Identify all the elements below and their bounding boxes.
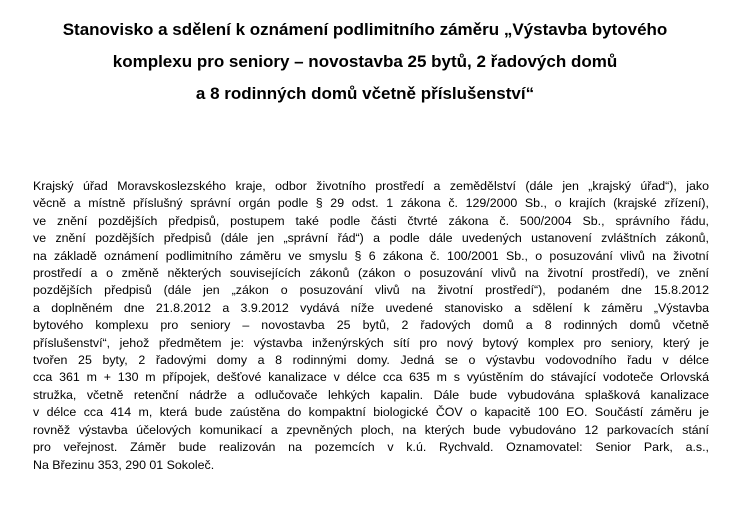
body-line: prostředí a o změně některých souvisejících zákonů (zákon o posuzování vlivů na životní prostředí), ve znění [33,266,709,281]
body-line: cca 361 m + 130 m přípojek, dešťové kanalizace v délce cca 635 m s vyústěním do stávající vodoteče Orlovská [33,370,709,385]
body-line: příslušenství“, jehož předmětem je: výstavba inženýrských sítí pro nový bytový komplex pro seniory, který je [33,335,709,350]
body-line: rovněž výstavba účelových komunikací a zpevněných ploch, na kterých bude vybudováno 12 parkovacích stání [33,422,709,437]
body-line: ve znění pozdějších předpisů (dále jen „správní řád“) a podle dále uvedených ustanovení zvláštních zákonů, [33,231,709,246]
body-paragraph [33,178,709,474]
title-line-1: Stanovisko a sdělení k oznámení podlimitního záměru „Výstavba bytového [62,20,668,39]
body-line: tvořen 25 byty, 2 řadovými domy a 8 rodinnými domy. Jedná se o výstavbu vodovodního řadu v délce [33,353,709,368]
body-line: Krajský úřad Moravskoslezského kraje, odbor životního prostředí a zemědělství (dále jen „krajský úřad“), jako [33,179,709,193]
document-title [20,14,710,110]
title-line-2: komplexu pro seniory – novostavba 25 bytů, 2 řadových domů [112,52,618,71]
body-line: a doplněném dne 21.8.2012 a 3.9.2012 vydává níže uvedené stanovisko a sdělení k záměru „Výstavba [33,300,709,315]
title-line-3: a 8 rodinných domů včetně příslušenství“ [195,84,535,103]
body-line: pro veřejnost. Záměr bude realizován na pozemcích v k.ú. Rychvald. Oznamovatel: Senior Park, a.s., [33,440,709,455]
body-line: pozdějších předpisů (dále jen „zákon o posuzování vlivů na životní prostředí“), podaném dne 15.8.2012 [33,283,709,298]
body-line: bytového komplexu pro seniory – novostavba 25 bytů, 2 řadových domů a 8 rodinných domů včetně [33,318,709,333]
body-line: ve znění pozdějších předpisů, postupem také podle části čtvrté zákona č. 500/2004 Sb., správního řádu, [33,213,709,228]
body-line: na základě oznámení podlimitního záměru ve smyslu § 6 zákona č. 100/2001 Sb., o posuzování vlivů na životní [33,248,709,263]
body-line: Na Březinu 353, 290 01 Sokoleč. [33,457,215,472]
body-line: stružka, včetně retenční nádrže a odlučovače lehkých kapalin. Dále bude vybudována splašková kanalizace [33,387,709,402]
body-line: v délce cca 414 m, která bude zaústěna do kompaktní biologické ČOV o kapacitě 100 EO. Součástí záměru je [33,405,709,420]
body-line: věcně a místně příslušný správní orgán podle § 29 odst. 1 zákona č. 129/2000 Sb., o krajích (krajské zřízení), [33,196,709,211]
